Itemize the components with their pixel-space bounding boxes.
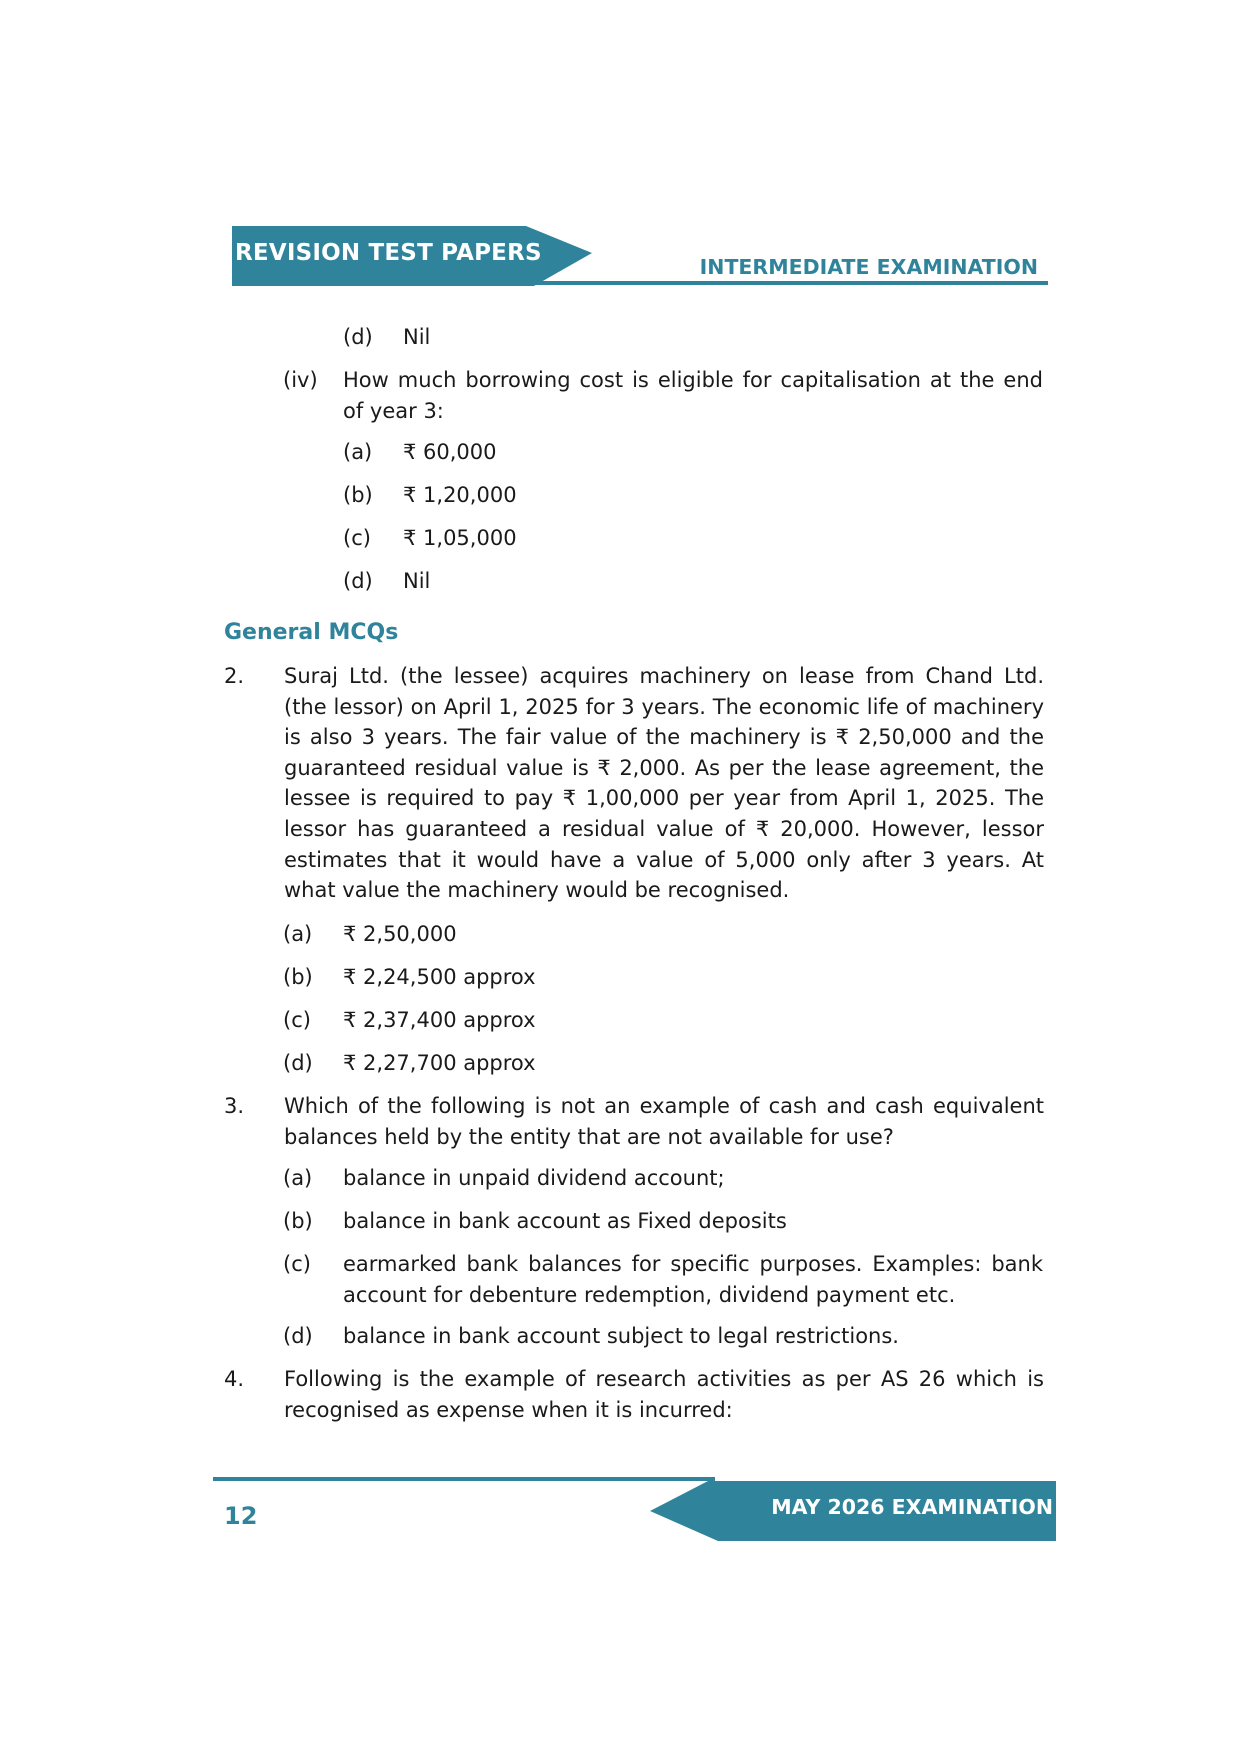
option-label: (c)	[283, 1008, 311, 1032]
header-banner-title: REVISION TEST PAPERS	[235, 240, 542, 266]
question-number: 3.	[224, 1094, 245, 1118]
option-text: ₹ 2,37,400 approx	[343, 1008, 536, 1032]
question-number: 4.	[224, 1367, 245, 1391]
page-number: 12	[224, 1502, 258, 1530]
section-heading: General MCQs	[224, 620, 399, 645]
option-label: (d)	[283, 1324, 313, 1348]
question-number: 2.	[224, 664, 245, 688]
question-text: How much borrowing cost is eligible for capitalisation at the end of year 3:	[343, 368, 1043, 423]
question-text: Suraj Ltd. (the lessee) acquires machinery on lease from Chand Ltd. (the lessor) on April 1, 2025 for 3 years. The economic life of machinery is also 3 years. The fair value of the machinery is ₹ 2,50,000 and the guaranteed residual value is ₹ 2,000. As per the lease agreement, the lessee is required to pay ₹ 1,00,000 per year from April 1, 2025. The lessor has guaranteed a residual value of ₹ 20,000. However, lessor estimates that it would have a value of 5,000 only after 3 years. At what value the machinery would be recognised.	[284, 664, 1044, 903]
header-rule	[535, 281, 1048, 285]
question-text: Which of the following is not an example of cash and cash equivalent balances held by the entity that are not available for use?	[284, 1094, 1044, 1149]
option-label: (a)	[283, 922, 313, 946]
option-text: ₹ 2,24,500 approx	[343, 965, 536, 989]
option-text: Nil	[403, 569, 431, 593]
option-label: (c)	[343, 526, 371, 550]
option-text: balance in bank account subject to legal restrictions.	[343, 1324, 899, 1348]
option-text: Nil	[403, 325, 431, 349]
option-text: ₹ 1,05,000	[403, 526, 517, 550]
option-text: ₹ 2,27,700 approx	[343, 1051, 536, 1075]
header-exam-title: INTERMEDIATE EXAMINATION	[699, 255, 1038, 279]
footer-exam-title: MAY 2026 EXAMINATION	[771, 1495, 1053, 1519]
option-label: (d)	[343, 569, 373, 593]
option-text: balance in bank account as Fixed deposits	[343, 1209, 787, 1233]
option-text: ₹ 60,000	[403, 440, 497, 464]
option-text: earmarked bank balances for specific purposes. Examples: bank account for debenture redemption, dividend payment etc.	[343, 1252, 1043, 1307]
question-text: Following is the example of research activities as per AS 26 which is recognised as expense when it is incurred:	[284, 1367, 1044, 1422]
option-text: ₹ 2,50,000	[343, 922, 457, 946]
footer-rule	[213, 1477, 715, 1481]
option-text: ₹ 1,20,000	[403, 483, 517, 507]
option-label: (d)	[343, 325, 373, 349]
option-text: balance in unpaid dividend account;	[343, 1166, 725, 1190]
option-label: (c)	[283, 1252, 311, 1276]
option-label: (b)	[283, 1209, 313, 1233]
option-label: (b)	[283, 965, 313, 989]
question-label: (iv)	[283, 368, 318, 392]
option-label: (d)	[283, 1051, 313, 1075]
option-label: (a)	[283, 1166, 313, 1190]
option-label: (a)	[343, 440, 373, 464]
option-label: (b)	[343, 483, 373, 507]
